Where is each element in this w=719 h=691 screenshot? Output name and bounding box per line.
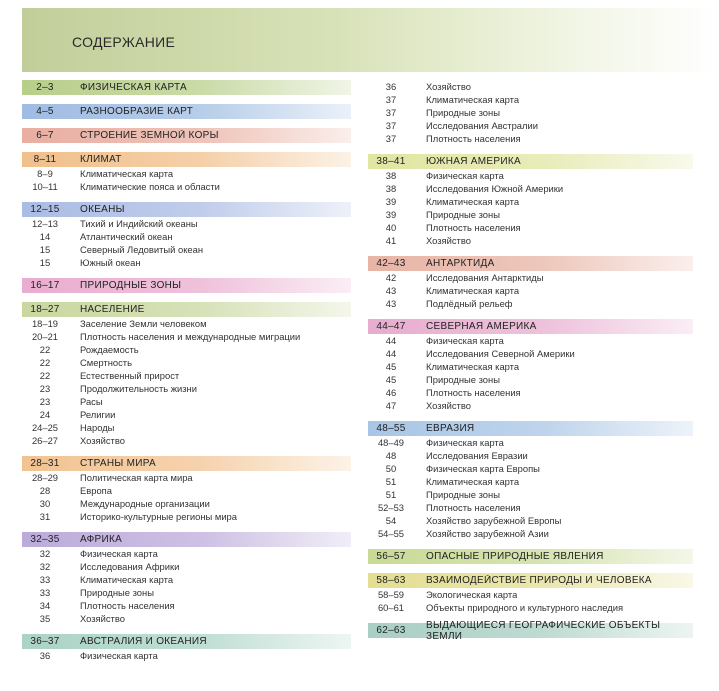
entry-title: Климатическая карта [426, 94, 520, 105]
toc-entry[interactable] [22, 217, 351, 230]
section-title: РАЗНООБРАЗИЕ КАРТ [80, 106, 194, 117]
entry-title: Международные организации [80, 498, 210, 509]
section-pages: 44–47 [376, 321, 406, 332]
entry-pages: 12–13 [31, 218, 59, 229]
section-header[interactable] [22, 128, 351, 143]
toc-entry[interactable] [22, 356, 351, 369]
entry-pages: 23 [39, 383, 51, 394]
entry-title: Хозяйство [80, 613, 125, 624]
entry-title: Европа [80, 485, 112, 496]
entry-title: Исследования Северной Америки [426, 348, 575, 359]
section-header[interactable] [22, 104, 351, 119]
toc-entry[interactable] [368, 488, 693, 501]
toc-entry[interactable] [22, 382, 351, 395]
entry-pages: 52–53 [377, 502, 405, 513]
section-pages: 56–57 [376, 551, 406, 562]
entry-title: Природные зоны [426, 107, 500, 118]
section-title: АФРИКА [80, 534, 123, 545]
section-title: ЮЖНАЯ АМЕРИКА [426, 156, 521, 167]
entry-pages: 45 [385, 374, 397, 385]
toc-entry[interactable] [22, 599, 351, 612]
entry-title: Атлантический океан [80, 231, 173, 242]
section-pages: 62–63 [376, 625, 406, 636]
entry-pages: 18–19 [31, 318, 59, 329]
entry-pages: 33 [39, 574, 51, 585]
entry-pages: 46 [385, 387, 397, 398]
entry-pages: 36 [39, 650, 51, 661]
toc-entry[interactable] [368, 284, 693, 297]
section-header[interactable] [368, 619, 693, 642]
toc-entry[interactable] [22, 180, 351, 193]
section-header[interactable] [22, 202, 351, 217]
toc-section [368, 421, 693, 540]
toc-entry[interactable] [22, 243, 351, 256]
entry-title: Климатическая карта [426, 361, 520, 372]
entry-pages: 38 [385, 183, 397, 194]
toc-entry[interactable] [368, 208, 693, 221]
entry-pages: 51 [385, 489, 397, 500]
toc-entry[interactable] [368, 588, 693, 601]
entry-pages: 28–29 [31, 472, 59, 483]
section-title: ВЗАИМОДЕЙСТВИЕ ПРИРОДЫ И ЧЕЛОВЕКА [426, 575, 652, 586]
section-header[interactable] [22, 302, 351, 317]
entry-pages: 14 [39, 231, 51, 242]
toc-left-column [22, 80, 351, 671]
toc-entry[interactable] [22, 484, 351, 497]
section-header[interactable] [22, 456, 351, 471]
entry-pages: 44 [385, 348, 397, 359]
entry-title: Плотность населения и международные миграции [80, 331, 301, 342]
entry-title: Физическая карта [426, 170, 504, 181]
section-pages: 6–7 [36, 130, 54, 141]
entry-pages: 15 [39, 257, 51, 268]
toc-entry[interactable] [368, 334, 693, 347]
entry-title: Северный Ледовитый океан [80, 244, 204, 255]
entry-title: Плотность населения [80, 600, 175, 611]
entry-title: Народы [80, 422, 115, 433]
entry-pages: 48 [385, 450, 397, 461]
section-header[interactable] [22, 80, 351, 95]
toc-entry[interactable] [22, 434, 351, 447]
entry-pages: 42 [385, 272, 397, 283]
entry-pages: 8–9 [37, 168, 53, 179]
toc-entry[interactable] [368, 386, 693, 399]
toc-entry[interactable] [22, 560, 351, 573]
toc-entry[interactable] [22, 395, 351, 408]
entry-title: Рождаемость [80, 344, 139, 355]
toc-entry[interactable] [368, 514, 693, 527]
entry-title: Плотность населения [426, 222, 521, 233]
toc-entry[interactable] [368, 449, 693, 462]
entry-title: Климатическая карта [80, 574, 174, 585]
toc-entry[interactable] [22, 471, 351, 484]
toc-section [22, 302, 351, 447]
entry-pages: 41 [385, 235, 397, 246]
section-pages: 28–31 [30, 458, 60, 469]
toc-entry[interactable] [22, 167, 351, 180]
entry-title: Хозяйство зарубежной Азии [426, 528, 549, 539]
entry-title: Заселение Земли человеком [80, 318, 207, 329]
entry-title: Естественный прирост [80, 370, 180, 381]
entry-pages: 22 [39, 357, 51, 368]
entry-pages: 58–59 [377, 589, 405, 600]
entry-title: Расы [80, 396, 103, 407]
toc-entry[interactable] [368, 601, 693, 614]
entry-title: Хозяйство [426, 81, 471, 92]
entry-title: Исследования Австралии [426, 120, 538, 131]
entry-pages: 60–61 [377, 602, 405, 613]
toc-entry[interactable] [22, 256, 351, 269]
entry-title: Объекты природного и культурного наследия [426, 602, 624, 613]
entry-pages: 39 [385, 196, 397, 207]
entry-title: Историко-культурные регионы мира [80, 511, 237, 522]
section-header[interactable] [22, 278, 351, 293]
section-title: ФИЗИЧЕСКАЯ КАРТА [80, 82, 188, 93]
toc-entry[interactable] [368, 462, 693, 475]
toc-entry[interactable] [368, 169, 693, 182]
section-pages: 2–3 [36, 82, 54, 93]
entry-pages: 24 [39, 409, 51, 420]
section-title: АВСТРАЛИЯ И ОКЕАНИЯ [80, 636, 207, 647]
entry-pages: 44 [385, 335, 397, 346]
toc-entry[interactable] [368, 436, 693, 449]
entry-pages: 43 [385, 285, 397, 296]
entry-title: Тихий и Индийский океаны [80, 218, 198, 229]
entry-pages: 28 [39, 485, 51, 496]
toc-right-column [368, 80, 693, 647]
toc-entry[interactable] [22, 343, 351, 356]
toc-entry[interactable] [22, 547, 351, 560]
entry-pages: 51 [385, 476, 397, 487]
toc-section [22, 634, 351, 662]
entry-pages: 37 [385, 107, 397, 118]
section-pages: 8–11 [33, 154, 57, 165]
section-title: КЛИМАТ [80, 154, 122, 165]
entry-title: Физическая карта [80, 650, 158, 661]
section-header[interactable] [368, 549, 693, 564]
toc-section [22, 278, 351, 293]
entry-pages: 20–21 [31, 331, 59, 342]
toc-entry[interactable] [368, 527, 693, 540]
section-pages: 18–27 [30, 304, 60, 315]
entry-pages: 48–49 [377, 437, 405, 448]
toc-section [22, 202, 351, 269]
entry-title: Политическая карта мира [80, 472, 193, 483]
entry-pages: 45 [385, 361, 397, 372]
toc-entry[interactable] [22, 421, 351, 434]
entry-title: Климатическая карта [80, 168, 174, 179]
section-header[interactable] [368, 573, 693, 588]
page-title: СОДЕРЖАНИЕ [72, 34, 176, 50]
entry-pages: 34 [39, 600, 51, 611]
toc-entry[interactable] [368, 373, 693, 386]
toc-entry[interactable] [22, 369, 351, 382]
entry-title: Физическая карта [426, 335, 504, 346]
toc-entry[interactable] [22, 330, 351, 343]
entry-pages: 40 [385, 222, 397, 233]
entry-title: Исследования Африки [80, 561, 180, 572]
toc-entry[interactable] [368, 221, 693, 234]
toc-section [368, 619, 693, 642]
entry-title: Исследования Евразии [426, 450, 528, 461]
toc-section [22, 152, 351, 193]
section-pages: 42–43 [376, 258, 406, 269]
section-title: ОКЕАНЫ [80, 204, 125, 215]
toc-entry[interactable] [368, 80, 693, 93]
entry-title: Смертность [80, 357, 132, 368]
toc-section [368, 256, 693, 310]
toc-section [22, 80, 351, 95]
entry-title: Плотность населения [426, 133, 521, 144]
toc-entry[interactable] [22, 573, 351, 586]
entry-pages: 10–11 [32, 181, 58, 192]
section-pages: 16–17 [30, 280, 60, 291]
section-title: ПРИРОДНЫЕ ЗОНЫ [80, 280, 182, 291]
toc-entry[interactable] [368, 360, 693, 373]
section-header[interactable] [22, 634, 351, 649]
entry-title: Исследования Антарктиды [426, 272, 544, 283]
entry-title: Природные зоны [426, 209, 500, 220]
toc-entry[interactable] [368, 297, 693, 310]
entry-pages: 50 [385, 463, 397, 474]
section-title: ВЫДАЮЩИЕСЯ ГЕОГРАФИЧЕСКИЕ ОБЪЕКТЫ ЗЕМЛИ [426, 619, 661, 642]
entry-pages: 39 [385, 209, 397, 220]
entry-title: Подлёдный рельеф [426, 298, 513, 309]
entry-pages: 22 [39, 344, 51, 355]
entry-title: Экологическая карта [426, 589, 518, 600]
entry-pages: 37 [385, 94, 397, 105]
toc-entry[interactable] [368, 234, 693, 247]
entry-title: Хозяйство зарубежной Европы [426, 515, 562, 526]
toc-entry[interactable] [368, 501, 693, 514]
toc-section [368, 319, 693, 412]
entry-pages: 54 [385, 515, 397, 526]
section-header[interactable] [22, 532, 351, 547]
entry-title: Продолжительность жизни [80, 383, 197, 394]
toc-entry[interactable] [368, 182, 693, 195]
entry-title: Природные зоны [426, 374, 500, 385]
toc-entry[interactable] [22, 586, 351, 599]
toc-section [368, 80, 693, 145]
section-title: СЕВЕРНАЯ АМЕРИКА [426, 321, 537, 332]
entry-title: Хозяйство [426, 235, 471, 246]
entry-title: Физическая карта Европы [426, 463, 540, 474]
section-pages: 38–41 [376, 156, 406, 167]
section-title: АНТАРКТИДА [426, 258, 495, 269]
section-header[interactable] [22, 152, 351, 167]
toc-entry[interactable] [368, 195, 693, 208]
entry-title: Природные зоны [426, 489, 500, 500]
entry-title: Исследования Южной Америки [426, 183, 564, 194]
toc-entry[interactable] [22, 317, 351, 330]
toc-entry[interactable] [368, 132, 693, 145]
toc-section [368, 573, 693, 614]
section-title: НАСЕЛЕНИЕ [80, 304, 145, 315]
section-pages: 36–37 [30, 636, 60, 647]
entry-pages: 32 [39, 561, 51, 572]
toc-entry[interactable] [22, 510, 351, 523]
entry-title: Плотность населения [426, 502, 521, 513]
entry-title: Религии [80, 409, 116, 420]
entry-pages: 31 [39, 511, 51, 522]
toc-section [368, 549, 693, 564]
section-pages: 58–63 [376, 575, 406, 586]
entry-pages: 22 [39, 370, 51, 381]
entry-title: Физическая карта [80, 548, 158, 559]
entry-pages: 30 [39, 498, 51, 509]
section-header[interactable] [368, 421, 693, 436]
toc-section [22, 532, 351, 625]
entry-title: Южный океан [80, 257, 141, 268]
toc-entry[interactable] [368, 347, 693, 360]
toc-entry[interactable] [368, 399, 693, 412]
entry-pages: 36 [385, 81, 397, 92]
entry-pages: 54–55 [377, 528, 405, 539]
entry-title: Хозяйство [426, 400, 471, 411]
entry-pages: 24–25 [31, 422, 59, 433]
entry-title: Плотность населения [426, 387, 521, 398]
entry-pages: 37 [385, 120, 397, 131]
section-header[interactable] [368, 154, 693, 169]
toc-section [22, 128, 351, 143]
section-title: ЕВРАЗИЯ [426, 423, 475, 434]
section-title: СТРАНЫ МИРА [80, 458, 157, 469]
entry-title: Физическая карта [426, 437, 504, 448]
section-pages: 4–5 [36, 106, 54, 117]
entry-title: Климатическая карта [426, 196, 520, 207]
entry-pages: 32 [39, 548, 51, 559]
toc-entry[interactable] [22, 649, 351, 662]
toc-entry[interactable] [368, 271, 693, 284]
section-header[interactable] [368, 319, 693, 334]
entry-title: Природные зоны [80, 587, 154, 598]
toc-entry[interactable] [368, 106, 693, 119]
entry-title: Климатические пояса и области [80, 181, 220, 192]
entry-pages: 38 [385, 170, 397, 181]
section-pages: 32–35 [30, 534, 60, 545]
entry-title: Климатическая карта [426, 476, 520, 487]
entry-pages: 26–27 [31, 435, 59, 446]
entry-title: Хозяйство [80, 435, 125, 446]
entry-pages: 43 [385, 298, 397, 309]
section-pages: 12–15 [30, 204, 60, 215]
entry-title: Климатическая карта [426, 285, 520, 296]
toc-entry[interactable] [22, 497, 351, 510]
toc-entry[interactable] [368, 119, 693, 132]
toc-section [22, 104, 351, 119]
entry-pages: 47 [385, 400, 397, 411]
entry-pages: 15 [39, 244, 51, 255]
toc-entry[interactable] [22, 408, 351, 421]
section-title: СТРОЕНИЕ ЗЕМНОЙ КОРЫ [80, 130, 219, 141]
toc-entry[interactable] [368, 475, 693, 488]
entry-pages: 35 [39, 613, 51, 624]
section-header[interactable] [368, 256, 693, 271]
toc-entry[interactable] [22, 230, 351, 243]
section-title: ОПАСНЫЕ ПРИРОДНЫЕ ЯВЛЕНИЯ [426, 551, 604, 562]
entry-pages: 33 [39, 587, 51, 598]
toc-entry[interactable] [22, 612, 351, 625]
toc-header-band [22, 8, 717, 72]
section-pages: 48–55 [376, 423, 406, 434]
entry-pages: 23 [39, 396, 51, 407]
toc-section [22, 456, 351, 523]
entry-pages: 37 [385, 133, 397, 144]
toc-entry[interactable] [368, 93, 693, 106]
toc-section [368, 154, 693, 247]
